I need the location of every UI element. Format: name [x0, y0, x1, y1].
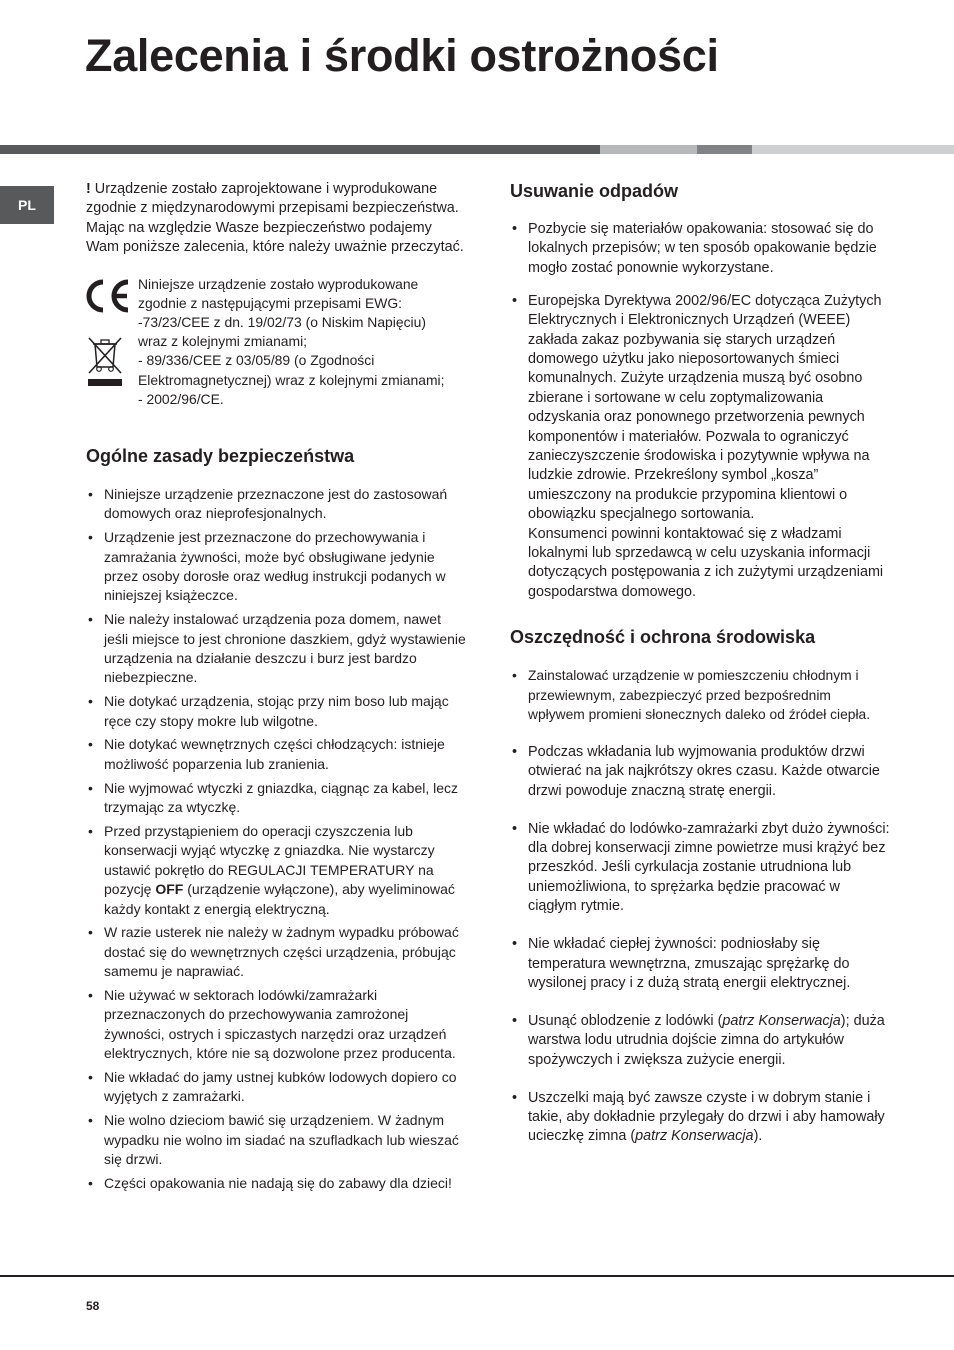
weee-paragraph-2: Konsumenci powinni kontaktować się z władzami lokalnymi lub sprzedawcą w celu uzyskania informacji dotyczących postępowania z ich zużytymi urządzeniami gospodarstwa domowego. — [528, 525, 884, 600]
list-item: • Części opakowania nie nadają się do zabawy dla dzieci! — [86, 1174, 466, 1193]
list-item: • Nie wkładać do lodówko-zamrażarki zbyt dużo żywności: dla dobrej konserwacji zimne powietrze musi krążyć bez przeszkód. Jeśli cyrkulacja zostanie utrudniona lub uniemożliwiona, to sprężarka będzie pracować w ciągłym rytmie. — [510, 820, 890, 917]
list-item: • Nie dotykać urządzenia, stojąc przy nim boso lub mając ręce czy stopy mokre lub wilgotne. — [86, 692, 466, 731]
list-item: • Nie wkładać ciepłej żywności: podniosłaby się temperatura wewnętrzna, zmuszając sprężarkę do wysilonej pracy i z dużą stratą energii elektrycznej. — [510, 935, 890, 993]
list-item-defrost — [510, 1012, 890, 1070]
cleaning-text-1: Przed przystąpieniem do operacji czyszczenia lub konserwacji wyjąć wtyczkę z gniazdka. Nie wystarczy ustawić pokrętło do REGULACJI TEMPERATURY na pozycję — [104, 822, 435, 898]
energy-heading: Oszczędność i ochrona środowiska — [510, 627, 816, 648]
list-item: • Urządzenie jest przeznaczone do przechowywania i zamrażania żywności, może być obsługiwane jedynie przez osoby dorosłe oraz według instrukcji podanych w niniejszej książeczce. — [86, 528, 466, 606]
list-item-weee — [510, 292, 890, 603]
header-rule-dark — [0, 145, 600, 154]
weee-paragraph-1: • Europejska Dyrektywa 2002/96/EC dotycząca Zużytych Elektrycznych i Elektronicznych Urządzeń (WEEE) zakłada zakaz pozbywania się starych urządzeń domowego użytku jako nieposortowanych śmieci komunalnych. Zużyte urządzenia muszą być osobno zbierane i sortowane w celu zoptymalizowania odzyskania oraz ponownego przetworzenia pewnych komponentów i materiałów. Pozwala to ograniczyć zanieczyszczenie środowiska i pozytywnie wpływa na ludzkie zdrowie. Przekreślony symbol „kosza” umieszczony na produkcie przypomina klientowi o obowiązku specjalnego sortowania. — [528, 292, 882, 523]
off-label: OFF — [155, 881, 184, 898]
ce-compliance-block — [86, 275, 466, 409]
safety-heading: Ogólne zasady bezpieczeństwa — [86, 446, 355, 467]
disposal-heading: Usuwanie odpadów — [510, 181, 679, 201]
list-item: • Nie wolno dzieciom bawić się urządzeniem. W żadnym wypadku nie wolno im siadać na szufladkach lub wieszać się drzwi. — [86, 1111, 466, 1169]
intro-text: Urządzenie zostało zaprojektowane i wyprodukowane zgodnie z międzynarodowymi przepisami bezpieczeństwa. Mając na względzie Wasze bezpieczeństwo podajemy Wam poniższe zalecenia, które należy uważnie przeczytać. — [86, 181, 464, 256]
list-item: • Nie dotykać wewnętrznych części chłodzących: istnieje możliwość poparzenia lub zranienia. — [86, 735, 466, 774]
list-item: • Nie należy instalować urządzenia poza domem, nawet jeśli miejsce to jest chronione daszkiem, gdyż wystawienie urządzenia na działanie deszczu i burz jest bardzo niebezpieczne. — [86, 610, 466, 688]
maintenance-reference: patrz Konserwacja — [635, 1128, 754, 1145]
header-rule-pale — [752, 145, 954, 154]
list-item-cleaning — [86, 822, 466, 919]
header-rule-light — [600, 145, 697, 154]
left-column — [86, 180, 466, 1198]
crossed-bin-icon — [86, 335, 124, 387]
ce-text-line: - 89/336/CEE z 03/05/89 (o Zgodności — [138, 352, 375, 369]
list-item: • Zainstalować urządzenie w pomieszczeniu chłodnym i przewiewnym, zabezpieczyć przed bezpośrednim wpływem promieni słonecznych daleko od źródeł ciepła. — [510, 666, 890, 724]
footer-rule — [0, 1275, 954, 1277]
defrost-text-2: ); duża warstwa lodu utrudnia dojście zimna do artykułów spożywczych i zwiększa zużycie energii. — [528, 1012, 885, 1068]
defrost-text-1: Usunąć oblodzenie z lodówki ( — [528, 1012, 723, 1029]
right-column — [510, 180, 890, 1165]
ce-text-line: Elektromagnetycznej) wraz z kolejnymi zmianami; — [138, 371, 445, 388]
list-item: • W razie usterek nie należy w żadnym wypadku próbować dostać się do wewnętrznych części urządzenia, próbując samemu je naprawiać. — [86, 923, 466, 981]
ce-text-line: -73/23/CEE z dn. 19/02/73 (o Niskim Napięciu) — [138, 314, 426, 331]
ce-text-line: - 2002/96/CE. — [138, 390, 224, 407]
warning-mark: ! — [86, 181, 91, 197]
list-item-gaskets — [510, 1089, 890, 1147]
list-item: • Nie wyjmować wtyczki z gniazdka, ciągnąc za kabel, lecz trzymając za wtyczkę. — [86, 779, 466, 818]
energy-list — [510, 666, 890, 1147]
safety-list — [86, 485, 466, 1193]
ce-text-line: Niniejsze urządzenie zostało wyprodukowane — [138, 275, 419, 292]
gaskets-text-2: ). — [753, 1128, 763, 1145]
intro-paragraph — [86, 180, 466, 258]
maintenance-reference: patrz Konserwacja — [722, 1012, 841, 1029]
list-item: • Niniejsze urządzenie przeznaczone jest do zastosowań domowych oraz nieprofesjonalnych. — [86, 485, 466, 524]
language-tab: PL — [0, 186, 54, 224]
header-rule-mid — [697, 145, 752, 154]
list-item: • Podczas wkładania lub wyjmowania produktów drzwi otwierać na jak najkrótszy okres czasu. Każde otwarcie drzwi powoduje znaczną stratę energii. — [510, 743, 890, 801]
ce-text-line: wraz z kolejnymi zmianami; — [138, 333, 308, 350]
disposal-list — [510, 220, 890, 602]
list-item: • Nie używać w sektorach lodówki/zamrażarki przeznaczonych do przechowywania zamrożonej żywności, ostrych i spiczastych narzędzi oraz urządzeń elektrycznych, które nie są dozwolone przez producenta. — [86, 986, 466, 1064]
gaskets-text-1: Uszczelki mają być zawsze czyste i w dobrym stanie i takie, aby dokładnie przylegały do drzwi i aby hamowały ucieczkę zimna ( — [528, 1089, 885, 1145]
list-item: • Pozbycie się materiałów opakowania: stosować się do lokalnych przepisów; w ten sposób opakowanie będzie mogło zostać ponownie wykorzystane. — [510, 220, 890, 278]
page-number: 58 — [86, 1299, 100, 1313]
ce-text-line: zgodnie z następującymi przepisami EWG: — [138, 294, 403, 311]
cleaning-text-2: (urządzenie wyłączone), aby wyeliminować każdy kontakt z energią elektryczną. — [104, 881, 455, 917]
ce-mark-icon — [83, 277, 133, 315]
list-item: • Nie wkładać do jamy ustnej kubków lodowych dopiero co wyjętych z zamrażarki. — [86, 1068, 466, 1107]
page-title: Zalecenia i środki ostrożności — [85, 30, 719, 81]
